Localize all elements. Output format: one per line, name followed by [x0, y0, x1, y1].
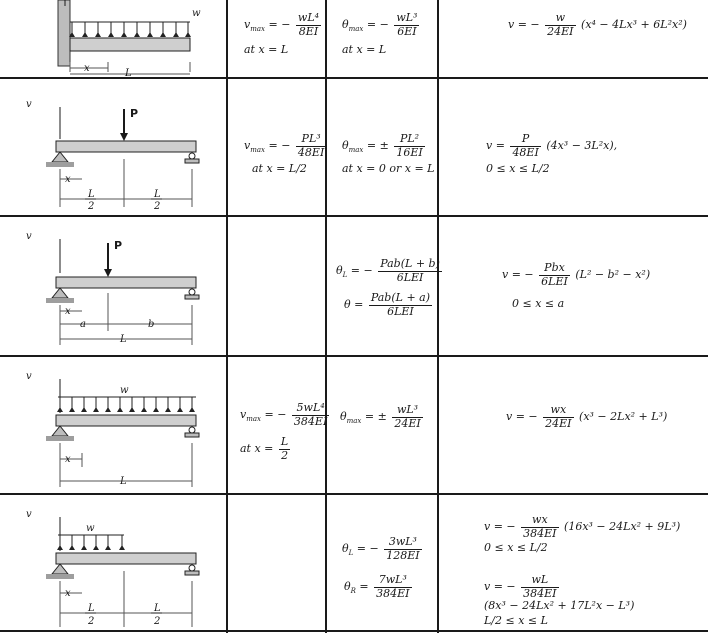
row-divider	[0, 630, 708, 632]
v-axis-label: v	[26, 371, 32, 382]
condition-text: at x = $\frac{L}{2}$	[240, 435, 289, 462]
elastic-curve-cell: v = − $\frac{\text{Pbx}}{\text{6LEI}}$ (L² − b² − x²) 0 ≤ x ≤ a	[502, 261, 651, 311]
simple-beam-offset-load-figure	[20, 227, 220, 352]
load-label: w	[120, 385, 129, 396]
max-deflection-cell: $v_{max}$ = − $\frac{\text{PL³}}{48EI}$ at x = L/2	[244, 133, 328, 176]
slope-cell: $\theta_{max}$ = − $\frac{\text{wL³}}{6EI}$ at x = L	[342, 12, 421, 57]
load-label: P	[114, 239, 123, 252]
pin-support	[52, 288, 68, 298]
load-arrows	[72, 22, 188, 37]
row-divider	[0, 355, 708, 357]
elastic-curve-2-cell: v = − $\frac{wL}{384EI}$ (8x³ − 24Lx² + 17L²x − L³) L/2 ≤ x ≤ L	[484, 574, 708, 628]
column-divider	[226, 0, 228, 633]
slope-left-cell: $\theta_L$ = − $\frac{\text{3wL³}}{128EI}$	[342, 535, 420, 562]
max-deflection-cell: $v_{max}$ = − $\frac{\text{wL⁴}}{8EI}$ at x = L	[244, 12, 323, 57]
slope-cell: $\theta_{max}$ = ± $\frac{\text{PL²}}{16EI}$ at x = 0 or x = L	[342, 132, 435, 176]
elastic-curve-cell: v = − $\frac{w}{24EI}$ (x⁴ − 4Lx³ + 6L²x²)	[508, 11, 687, 38]
dim-x-label: x	[65, 306, 71, 317]
svg-text:2: 2	[88, 201, 95, 212]
load-label: w	[192, 8, 201, 19]
pin-support	[52, 564, 68, 574]
v-axis-label: v	[26, 99, 32, 110]
elastic-curve-cell: v = − $\frac{wx}{24EI}$ (x³ − 2Lx² + L³)	[506, 403, 668, 430]
slope-left-cell: $\theta_L$ = − $\frac{\text{Pab(L + b)}}{\text{6LEI}}$	[336, 257, 440, 284]
condition-text: at x = L/2	[252, 162, 307, 176]
row-divider	[0, 493, 708, 495]
svg-text:2: 2	[154, 616, 161, 627]
range-text: L/2 ≤ x ≤ L	[484, 613, 548, 627]
dim-L-label: L	[120, 334, 127, 345]
dim-a-label: a	[80, 319, 86, 330]
max-deflection-cell: $v_{max}$ = − $\frac{\text{5wL⁴}}{384EI}$ at x = $\frac{L}{2}$	[240, 402, 331, 463]
roller-support	[185, 433, 199, 437]
range-text: 0 ≤ x ≤ L/2	[486, 162, 550, 176]
v-axis-label: v	[26, 509, 32, 520]
simple-beam-half-uniform-load-figure	[20, 505, 220, 629]
slope-right-cell: $\theta_R$ = $\frac{\text{7wL³}}{384EI}$	[344, 573, 410, 600]
elastic-curve-cell: v = $\frac{P}{48EI}$ (4x³ − 3L²x), 0 ≤ x ≤ L/2	[486, 132, 618, 176]
condition-text: at x = L	[244, 43, 289, 57]
v-axis-label: v	[26, 231, 32, 242]
slope-cell: $\theta_{max}$ = ± $\frac{\text{wL³}}{24EI}$	[340, 403, 421, 430]
beam	[56, 277, 196, 288]
row-divider	[0, 215, 708, 217]
simple-beam-center-load-figure	[20, 95, 220, 213]
roller-support	[185, 159, 199, 163]
beam	[56, 553, 196, 564]
svg-text:2: 2	[154, 201, 161, 212]
dim-L-label: L	[125, 68, 132, 76]
roller-support	[185, 571, 199, 575]
load-label: P	[130, 107, 139, 120]
dim-x-label: x	[65, 174, 71, 185]
beam	[56, 141, 196, 152]
svg-text:L: L	[154, 189, 161, 200]
svg-text:L: L	[88, 603, 95, 614]
pin-support	[52, 426, 68, 436]
range-text: 0 ≤ x ≤ a	[512, 297, 565, 311]
load-label: w	[86, 523, 95, 534]
range-text: 0 ≤ x ≤ L/2	[484, 541, 548, 555]
dim-b-label: b	[148, 319, 155, 330]
dim-L-label: L	[120, 476, 127, 487]
elastic-curve-1-cell: v = − $\frac{wx}{384EI}$ (16x³ − 24Lx² + 9L³) 0 ≤ x ≤ L/2	[484, 513, 681, 555]
slope-right-cell: θ = $\frac{\text{Pab(L + a)}}{\text{6LEI}}$	[344, 291, 431, 318]
beam	[56, 415, 196, 426]
column-divider	[325, 0, 327, 633]
condition-text: at x = L	[342, 43, 387, 57]
dim-x-label: x	[84, 63, 90, 74]
cantilever-uniform-load-figure	[20, 0, 220, 76]
row-divider	[0, 77, 708, 79]
dim-x-label: x	[65, 588, 71, 599]
fixed-wall	[58, 0, 70, 66]
pin-support	[52, 152, 68, 162]
svg-text:2: 2	[88, 616, 95, 627]
svg-text:L: L	[154, 603, 161, 614]
roller-support	[185, 295, 199, 299]
condition-text: at x = 0 or x = L	[342, 162, 435, 176]
beam	[70, 38, 190, 51]
dim-x-label: x	[65, 454, 71, 465]
simple-beam-uniform-load-figure	[20, 367, 220, 491]
column-divider	[437, 0, 439, 633]
svg-text:L: L	[88, 189, 95, 200]
load-arrows	[60, 397, 192, 411]
load-arrows	[60, 535, 122, 549]
